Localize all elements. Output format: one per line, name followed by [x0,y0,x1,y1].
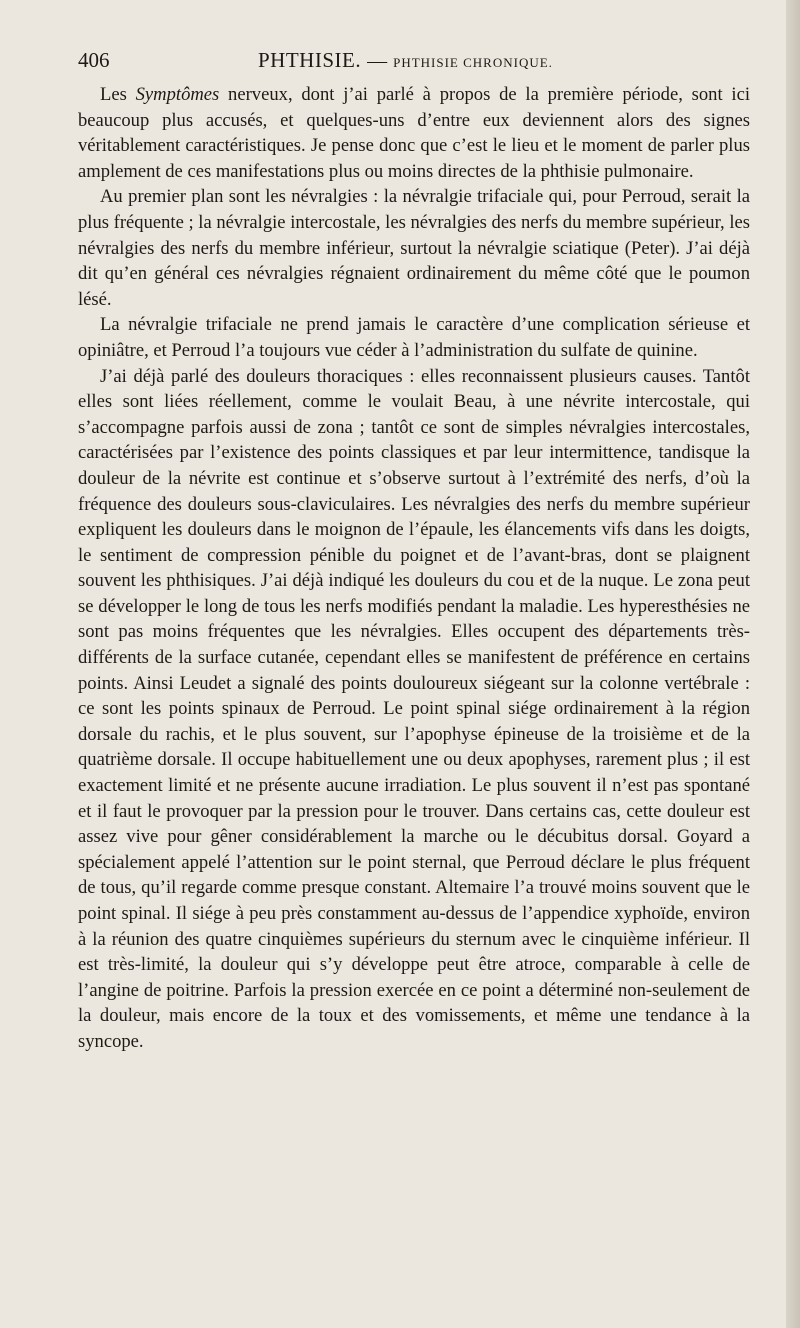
running-header [78,48,748,78]
paragraph-1-text: nerveux, dont j’ai parlé à propos de la première période, sont ici beaucoup plus accusés, et quelques-uns d’entre eux deviennent alors des signes véritablement caractéristiques. Je pense donc que c’est le lieu et le moment de parler plus amplement de ces manifestations plus ou moins directes de la phthisie pulmonaire. [78,84,750,182]
paragraph-1 [78,82,750,184]
running-title [258,48,553,73]
running-title-sub: PHTHISIE CHRONIQUE. [393,55,553,70]
paragraph-3: La névralgie trifaciale ne prend jamais le caractère d’une complication sérieuse et opiniâtre, et Perroud l’a toujours vue céder à l’administration du sulfate de quinine. [78,314,750,361]
page-number: 406 [78,48,110,72]
paragraph-4: J’ai déjà parlé des douleurs thoraciques : elles reconnaissent plusieurs causes. Tantôt elles sont liées réellement, comme le voulait Beau, à une névrite intercostale, qui s’accompagne parfois aussi de zona ; tantôt ce sont de simples névralgies intercostales, caractérisées par l’existence des points classiques et par leur intermittence, tandisque la douleur de la névrite est continue et s’observe surtout à l’extrémité des nerfs, d’où la fréquence des douleurs sous-claviculaires. Les névralgies des nerfs du membre supérieur expliquent les douleurs dans le moignon de l’épaule, les élancements vifs dans les doigts, le sentiment de compression pénible du poignet et de l’avant-bras, dont se plaignent souvent les phthisiques. J’ai déjà indiqué les douleurs du cou et de la nuque. Le zona peut se développer le long de tous les nerfs modifiés pendant la maladie. Les hyperesthésies ne sont pas moins fréquentes que les névralgies. Elles occupent des départements très-différents de la surface cutanée, cependant elles se manifestent de préférence en certains points. Ainsi Leudet a signalé des points douloureux siégeant sur la colonne vertébrale : ce sont les points spinaux de Perroud. Le point spinal siége ordinairement à la région dorsale du rachis, et le plus souvent, sur l’apophyse épineuse de la troisième et de la quatrième dorsale. Il occupe habituellement une ou deux apophyses, rarement plus ; il est exactement limité et ne présente aucune irradiation. Le plus souvent il n’est pas spontané et il faut le provoquer par la pression pour le trouver. Dans certains cas, cette douleur est assez vive pour gêner considérablement la marche ou le décubitus dorsal. Goyard a spécialement appelé l’attention sur le point sternal, que Perroud déclare le plus fréquent de tous, qu’il regarde comme presque constant. Altemaire l’a trouvé moins souvent que le point spinal. Il siége à peu près constamment au-dessus de l’appendice xyphoïde, environ à la réunion des quatre cinquièmes supérieurs du sternum avec le cinquième inférieur. Il est très-limité, la douleur qui s’y développe peut être atroce, comparable à celle de l’angine de poitrine. Parfois la pression exercée en ce point a déterminé non-seulement de la douleur, mais encore de la toux et des vomissements, et même une tendance à la syncope. [78,365,750,1052]
paragraph-2: Au premier plan sont les névralgies : la névralgie trifaciale qui, pour Perroud, serait la plus fréquente ; la névralgie intercostale, les névralgies des nerfs du membre supérieur, les névralgies des nerfs du membre inférieur, surtout la névralgie sciatique (Peter). J’ai déjà dit qu’en général ces névralgies régnaient ordinairement du même côté que le poumon lésé. [78,186,750,310]
running-title-dash: — [367,50,388,72]
paragraph-1-italic: Symptômes [135,84,220,105]
paragraph-1-lead: Les [100,84,136,105]
page-edge [786,0,800,1328]
body-text [78,82,750,1055]
running-title-main: PHTHISIE. [258,48,362,72]
